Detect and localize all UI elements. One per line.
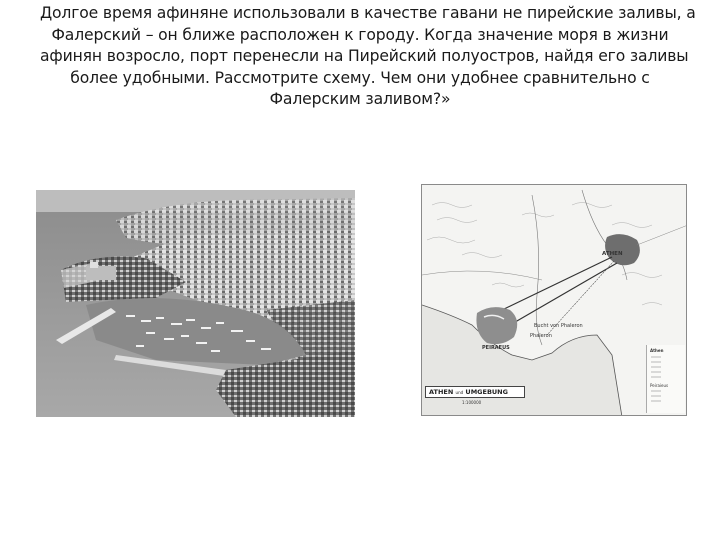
- text-line: афинян возросло, порт перенесли на Пирейский полуостров, найдя его заливы: [40, 47, 689, 65]
- map-title: [425, 386, 525, 398]
- harbor-aerial-photo: [36, 190, 355, 417]
- legend-heading: Athen: [650, 348, 664, 353]
- map-label-athen: ATHEN: [602, 251, 623, 257]
- map-scale: 1:100000: [462, 400, 482, 405]
- map-title-und: und: [455, 390, 464, 395]
- text-line: Фалерский – он ближе расположен к городу. Когда значение моря в жизни: [51, 25, 669, 44]
- map-label-piraeus: PEIRAEUS: [482, 345, 510, 351]
- map-label-phaleron: Phaleron: [530, 333, 552, 339]
- map-title-rest: UMGEBUNG: [465, 388, 508, 396]
- map-label-bucht: Bucht von Phaleron: [534, 323, 583, 329]
- harbor-photo-drawing: [36, 190, 355, 417]
- slide-text: [40, 3, 696, 111]
- text-line: Долгое время афиняне использовали в качестве гавани не пирейские заливы, а: [40, 4, 696, 22]
- legend-entries: [647, 345, 685, 413]
- athens-map: [421, 184, 687, 416]
- legend-subheading: Peiraieus: [650, 383, 669, 388]
- text-line: Фалерским заливом?»: [269, 90, 451, 108]
- map-title-main: ATHEN: [429, 388, 454, 396]
- map-legend: [646, 345, 685, 413]
- text-line: более удобными. Рассмотрите схему. Чем они удобнее сравнительно с: [70, 68, 650, 87]
